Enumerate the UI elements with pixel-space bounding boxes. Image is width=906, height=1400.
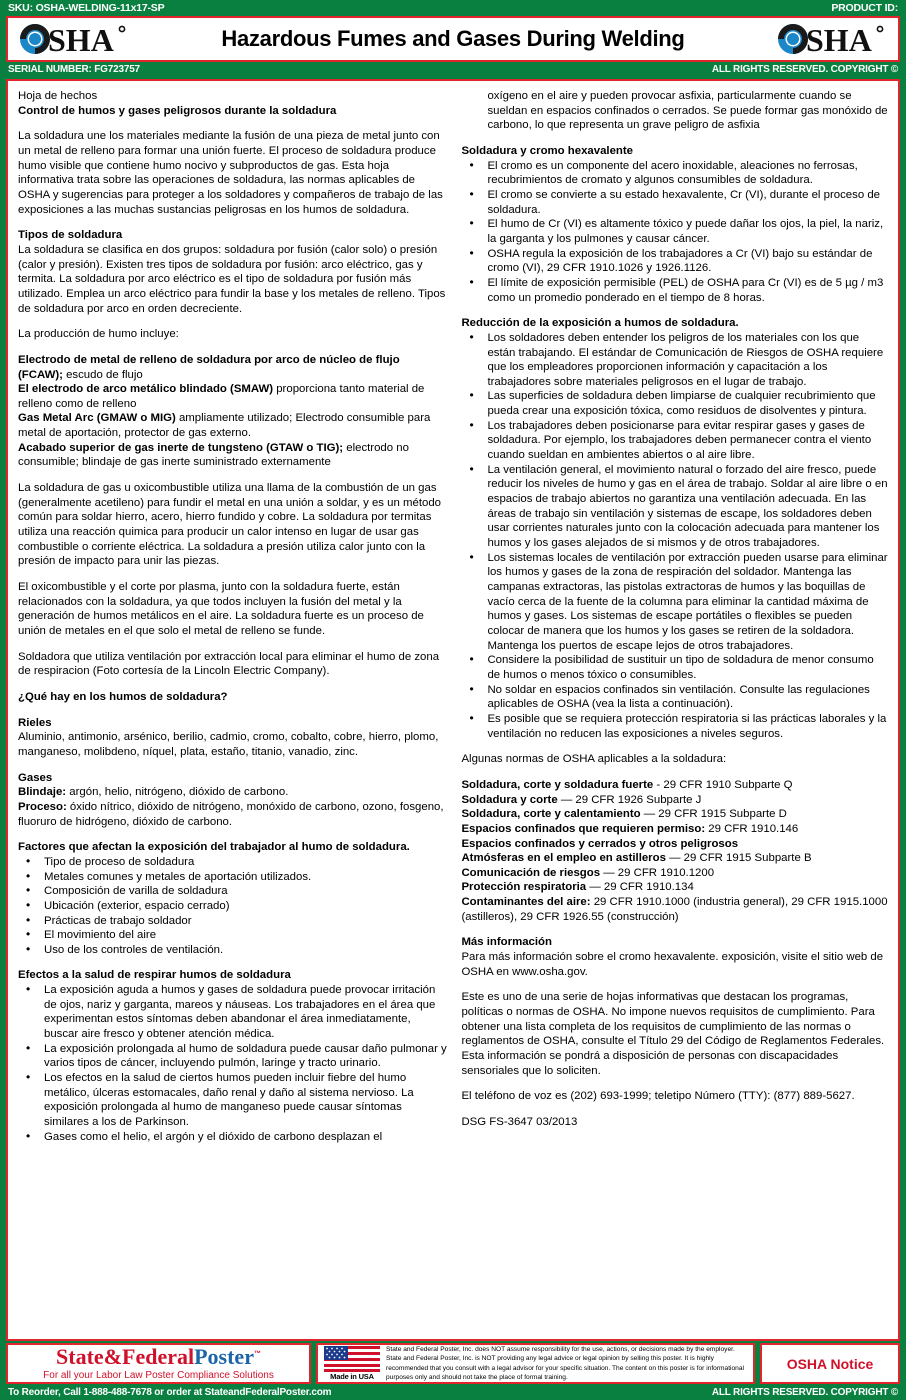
cromo-heading: Soldadura y cromo hexavalente — [461, 144, 633, 157]
gases-proceso — [18, 800, 447, 829]
norma-bold: Atmósferas en el empleo en astilleros — [461, 852, 666, 865]
reorder-info: To Reorder, Call 1-888-488-7678 or order at StateandFederalPoster.com — [8, 1387, 332, 1398]
brand-state: State — [56, 1344, 104, 1369]
product-id-label: PRODUCT ID: — [831, 2, 898, 14]
footer-strip — [0, 1385, 906, 1400]
norma-rest: 29 CFR 1910.1000 (industria general), 29 CFR 1915.1000 (astilleros), 29 CFR 1926.55 (construcción) — [461, 896, 888, 923]
process-bold: Electrodo de metal de relleno de soldadura por arco de núcleo de flujo (FCAW); — [18, 353, 400, 381]
process-rest: proporciona tanto material de relleno como de relleno — [18, 383, 425, 410]
norma-item — [461, 866, 888, 881]
norma-bold: Contaminantes del aire: — [461, 896, 591, 909]
brand-logo-box — [6, 1343, 311, 1384]
list-item: • Uso de los controles de ventilación. — [18, 943, 447, 958]
norma-item — [461, 837, 888, 852]
phone-info: El teléfono de voz es (202) 693-1999; teletipo Número (TTY): (877) 889-5627. — [461, 1090, 855, 1103]
tipos-body: La soldadura se clasifica en dos grupos: soldadura por fusión (calor solo) o presión (calor y presión). Existen tres tipos de soldadura por fusión: arco eléctrico, gas y termita. La soldadura por arco eléctrico es el tipo de soldadura por fusión más utilizado. Emplea un arco eléctrico para fundir la base y los metales de relleno. Tipos de soldadura por arco en orden decreciente. — [18, 243, 446, 315]
efectos-list — [18, 983, 447, 1144]
tipos-heading: Tipos de soldadura — [18, 229, 123, 242]
norma-item — [461, 793, 888, 808]
fact-sheet-kicker: Hoja de hechos — [18, 90, 98, 102]
norma-rest: - 29 CFR 1910 Subparte Q — [653, 778, 793, 791]
norma-bold: Soldadura y corte — [461, 793, 558, 806]
rieles-heading: Rieles — [18, 716, 52, 729]
oxyfuel-paragraph: El oxicombustible y el corte por plasma, junto con la soldadura fuerte, están relacionados con la soldadura, ya que todos incluyen la fusión del metal y la generación de humos metálicos en el aire. La soldadura fuerte es un proceso de unión de metales en el que solo el metal de relleno se funde. — [18, 581, 424, 637]
cromo-list — [461, 159, 888, 306]
process-item — [18, 441, 447, 470]
osha-logo-icon — [18, 22, 130, 56]
norma-item — [461, 807, 888, 822]
continuation-paragraph: oxígeno en el aire y pueden provocar asfixia, particularmente cuando se sueldan en espacios confinados o cerrados. Se puede formar gas monóxido de carbono, lo que representa un grave peligro de asfixia — [487, 90, 888, 132]
gases-blindaje-value: argón, helio, nitrógeno, dióxido de carbono. — [66, 786, 289, 799]
norma-item — [461, 895, 888, 924]
sku-strip — [0, 0, 906, 16]
trademark-symbol: ™ — [253, 1350, 261, 1358]
produccion-lead: La producción de humo incluye: — [18, 328, 179, 341]
norma-bold: Protección respiratoria — [461, 881, 587, 894]
norma-bold: Espacios confinados que requieren permiso: — [461, 822, 706, 835]
svg-text:SHA: SHA — [806, 22, 872, 56]
serial-number: SERIAL NUMBER: FG723757 — [8, 63, 140, 75]
rights-reserved-bottom: ALL RIGHTS RESERVED. COPYRIGHT © — [711, 1387, 898, 1398]
right-column — [457, 81, 898, 1339]
list-item: • Los sistemas locales de ventilación por extracción pueden usarse para eliminar los humos y gases de la zona de respiración del soldador. Mantenga las campanas extractoras, las pistolas extractoras de humos y las boquillas de vacío cerca de la fuente de la columna para eliminar la cantidad máxima de humos y gases. Los sistemas de escape portátiles o flexibles se pueden colocar de manera que los humos y los gases se retiren de la soldadora. Mantenga los puertos de escape lejos de otros trabajadores. — [461, 551, 888, 654]
list-item: • Los trabajadores deben posicionarse para evitar respirar gases y gases de soldadura. Por ejemplo, los trabajadores deben permanecer contra el viento cuando sueldan en ambientes abiertos o al aire libre. — [461, 419, 888, 463]
norma-rest: — 29 CFR 1915 Subparte D — [640, 808, 787, 821]
sku-label: SKU: OSHA-WELDING-11x17-SP — [8, 2, 165, 14]
process-bold: Gas Metal Arc (GMAW o MIG) — [18, 412, 176, 425]
us-flag-icon — [324, 1346, 380, 1372]
made-in-usa-block — [322, 1346, 382, 1381]
norma-bold: Espacios confinados y cerrados y otros peligrosos — [461, 837, 739, 850]
process-bold: El electrodo de arco metálico blindado (SMAW) — [18, 383, 274, 396]
gases-proceso-value: óxido nítrico, dióxido de nitrógeno, monóxido de carbono, ozono, fosgeno, fluoruro de hidrógeno, dióxido de carbono. — [18, 800, 444, 828]
process-rest: ampliamente utilizado; Electrodo consumible para metal de aportación, protector de gas externo. — [18, 412, 431, 440]
list-item: • Prácticas de trabajo soldador — [18, 914, 447, 929]
process-bold: Acabado superior de gas inerte de tungsteno (GTAW o TIG); — [18, 441, 344, 454]
document-id: DSG FS-3647 03/2013 — [461, 1116, 578, 1128]
norma-item — [461, 822, 888, 837]
process-item — [18, 411, 447, 440]
norma-rest: 29 CFR 1910.146 — [705, 822, 799, 835]
factores-list — [18, 855, 447, 958]
process-item — [18, 353, 447, 382]
norma-rest: — 29 CFR 1910.1200 — [600, 866, 715, 879]
osha-logo-icon — [776, 22, 888, 56]
factores-heading: Factores que afectan la exposición del trabajador al humo de soldadura. — [18, 841, 410, 854]
list-item: • Es posible que se requiera protección respiratoria si las prácticas laborales y la ventilación no reducen las exposiciones a niveles seguros. — [461, 712, 888, 741]
norma-item — [461, 851, 888, 866]
reduccion-heading: Reducción de la exposición a humos de soldadura. — [461, 317, 739, 330]
norma-bold: Soldadura, corte y soldadura fuerte — [461, 778, 654, 791]
list-item: • Los soldadores deben entender los peligros de los materiales con los que están trabajando. El estándar de Comunicación de Riesgos de OSHA requiere que los empleadores proporcionen información y capacitación a los trabajadores sobre materiales peligrosos en el lugar de trabajo. — [461, 331, 888, 390]
rights-reserved-top: ALL RIGHTS RESERVED. COPYRIGHT © — [711, 63, 898, 75]
header-band — [6, 16, 900, 62]
brand-ampersand: & — [103, 1344, 123, 1369]
osha-logo-left — [18, 22, 130, 56]
list-item: • Composición de varilla de soldadura — [18, 884, 447, 899]
rieles-body: Aluminio, antimonio, arsénico, berilio, cadmio, cromo, cobalto, cobre, hierro, plomo, manganeso, molibdeno, níquel, plata, estaño, titanio, vanadio, zinc. — [18, 731, 439, 758]
list-item: • Considere la posibilidad de sustituir un tipo de soldadura de menor consumo de humos o menos tóxico o consumibles. — [461, 653, 888, 682]
gas-welding-paragraph: La soldadura de gas u oxicombustible utiliza una llama de la combustión de un gas (generalmente acetileno) para fundir el metal en una unión a soldar, y es un método común para soldar hierro, acero, hierro fundido y cobre. La soldadura por termitas utiliza una reacción quimica para producir un calor intenso en lugar de usar gas combustible o corriente eléctrica. La soldadura a presión utiliza calor junto con la presión de impacto para unir las piezas. — [18, 482, 441, 568]
footer — [0, 1341, 906, 1400]
que-hay-heading: ¿Qué hay en los humos de soldadura? — [18, 690, 228, 703]
list-item: • Tipo de proceso de soldadura — [18, 855, 447, 870]
list-item: • OSHA regula la exposición de los trabajadores a Cr (VI) bajo su estándar de cromo (VI), 29 CFR 1910.1026 y 1926.1126. — [461, 247, 888, 276]
gases-blindaje-label: Blindaje: — [18, 786, 67, 799]
list-item: • La exposición aguda a humos y gases de soldadura puede provocar irritación de ojos, nariz y garganta, mareos y náuseas. Los trabajadores en el área que experimentan estos síntomas deben abandonar el área inmediatamente, buscar aire fresco y obtener atención médica. — [18, 983, 447, 1042]
list-item: • La exposición prolongada al humo de soldadura puede causar daño pulmonar y varios tipos de cáncer, incluyendo pulmón, laringe y tracto urinario. — [18, 1042, 447, 1071]
list-item: • El cromo se convierte a su estado hexavalente, Cr (VI), durante el proceso de soldadura. — [461, 188, 888, 217]
mas-info-body: Para más información sobre el cromo hexavalente. exposición, visite el sitio web de OSHA en www.osha.gov. — [461, 951, 884, 978]
footer-boxes — [6, 1343, 900, 1384]
efectos-heading: Efectos a la salud de respirar humos de soldadura — [18, 969, 291, 982]
brand-tagline: For all your Labor Law Poster Compliance Solutions — [43, 1370, 274, 1381]
photo-caption: Soldadora que utiliza ventilación por extracción local para eliminar el humo de zona de respiracion (Foto cortesía de la Lincoln Electric Company). — [18, 650, 440, 678]
list-item: • El límite de exposición permisible (PEL) de OSHA para Cr (VI) es de 5 µg / m3 como un promedio ponderado en el tiempo de 8 horas. — [461, 276, 888, 305]
norma-rest: — 29 CFR 1910.134 — [586, 881, 694, 894]
mas-info-heading: Más información — [461, 936, 552, 949]
list-item: • El humo de Cr (VI) es altamente tóxico y puede dañar los ojos, la piel, la nariz, la garganta y los pulmones y causar cáncer. — [461, 217, 888, 246]
made-in-usa-label: Made in USA — [330, 1372, 374, 1381]
norma-rest: — 29 CFR 1915 Subparte B — [665, 852, 812, 865]
process-rest: electrodo no consumible; blindaje de gas inerte suministrado externamente — [18, 441, 409, 469]
osha-logo-right — [776, 22, 888, 56]
gases-proceso-label: Proceso: — [18, 800, 67, 813]
norma-item — [461, 778, 888, 793]
osha-notice-label: OSHA Notice — [786, 1355, 874, 1372]
norma-rest: — 29 CFR 1926 Subparte J — [557, 793, 702, 806]
svg-text:SHA: SHA — [48, 22, 114, 56]
list-item: • Los efectos en la salud de ciertos humos pueden incluir fiebre del humo metálico, úlceras estomacales, daño renal y daño al sistema nervioso. La exposición prolongada al humo de manganeso puede causar síntomas similares a los de Parkinson. — [18, 1071, 447, 1130]
gases-blindaje — [18, 785, 447, 800]
normas-lead: Algunas normas de OSHA aplicables a la soldadura: — [461, 753, 727, 766]
reduccion-list — [461, 331, 888, 741]
list-item: • El cromo es un componente del acero inoxidable, aleaciones no ferrosas, recubrimientos de cromato y algunos consumibles de soldadura. — [461, 159, 888, 188]
brand-wordmark — [56, 1346, 261, 1368]
brand-federal: Federal — [122, 1344, 195, 1369]
norma-item — [461, 880, 888, 895]
norma-bold: Soldadura, corte y calentamiento — [461, 808, 641, 821]
page-title: Hazardous Fumes and Gases During Welding — [221, 26, 685, 51]
disclaimer-box — [316, 1343, 755, 1384]
list-item: • No soldar en espacios confinados sin ventilación. Consulte las regulaciones aplicables de OSHA (vea la lista a continuación). — [461, 683, 888, 712]
list-item: • Ubicación (exterior, espacio cerrado) — [18, 899, 447, 914]
osha-disclaimer: Este es uno de una serie de hojas informativas que destacan los programas, políticas o normas de OSHA. No impone nuevos requisitos de cumplimiento. Para obtener una lista completa de los requisitos de cumplimiento de las normas o reglamentos de OSHA, consulte el Título 29 del Código de Reglamentos Federales. Esta información se pondrá a disposición de personas con discapacidades sensoriales que lo soliciten. — [461, 991, 885, 1077]
process-item — [18, 382, 447, 411]
serial-strip — [0, 62, 906, 76]
list-item: • La ventilación general, el movimiento natural o forzado del aire fresco, puede reducir los niveles de humo y gas en el área de trabajo. Soldar al aire libre o en espacios de trabajo abiertos no garantiza una ventilación adecuada. En las áreas de trabajo sin ventilación y sistemas de escape, los soldadores deben usar corrientes naturales junto con la colocación adecuada para mantener los humos y los gases alejados de si mismos y de otros trabajadores. — [461, 463, 888, 551]
brand-poster: Poster — [194, 1344, 254, 1369]
fact-sheet-subtitle: Control de humos y gases peligrosos durante la soldadura — [18, 104, 337, 117]
list-item: • Metales comunes y metales de aportación utilizados. — [18, 870, 447, 885]
list-item: • Gases como el helio, el argón y el dióxido de carbono desplazan el — [18, 1130, 447, 1145]
left-column — [8, 81, 457, 1339]
gases-heading: Gases — [18, 771, 53, 784]
list-item: • Las superficies de soldadura deben limpiarse de cualquier recubrimiento que pueda crear una exposición tóxica, como residuos de disolventes y pintura. — [461, 389, 888, 418]
osha-notice-box — [760, 1343, 900, 1384]
list-item: • El movimiento del aire — [18, 928, 447, 943]
footer-disclaimer-text: State and Federal Poster, Inc. does NOT assume responsibility for the use, actions, or decisions made by the employer. State and Federal Poster, Inc. is NOT providing any legal advice or legal opinion by selling this poster. It is highly recommended that you consult with a legal advisor for your specific situation. The content on this poster is for informational purposes only and should not take the place of formal training. — [386, 1345, 744, 1381]
norma-bold: Comunicación de riesgos — [461, 866, 601, 879]
intro-paragraph: La soldadura une los materiales mediante la fusión de una pieza de metal junto con un metal de relleno para formar una unión fuerte. El proceso de soldadura produce humo visible que contiene humo nocivo y subproductos de gas. Esta hoja informativa trata sobre las operaciones de soldadura, las normas aplicables de OSHA y sugerencias para proteger a los soldadores y compañeros de trabajo de las exposiciones a las muchas sustancias peligrosas en los humos de soldadura. — [18, 130, 443, 216]
process-rest: escudo de flujo — [62, 368, 143, 381]
content-card — [6, 79, 900, 1341]
